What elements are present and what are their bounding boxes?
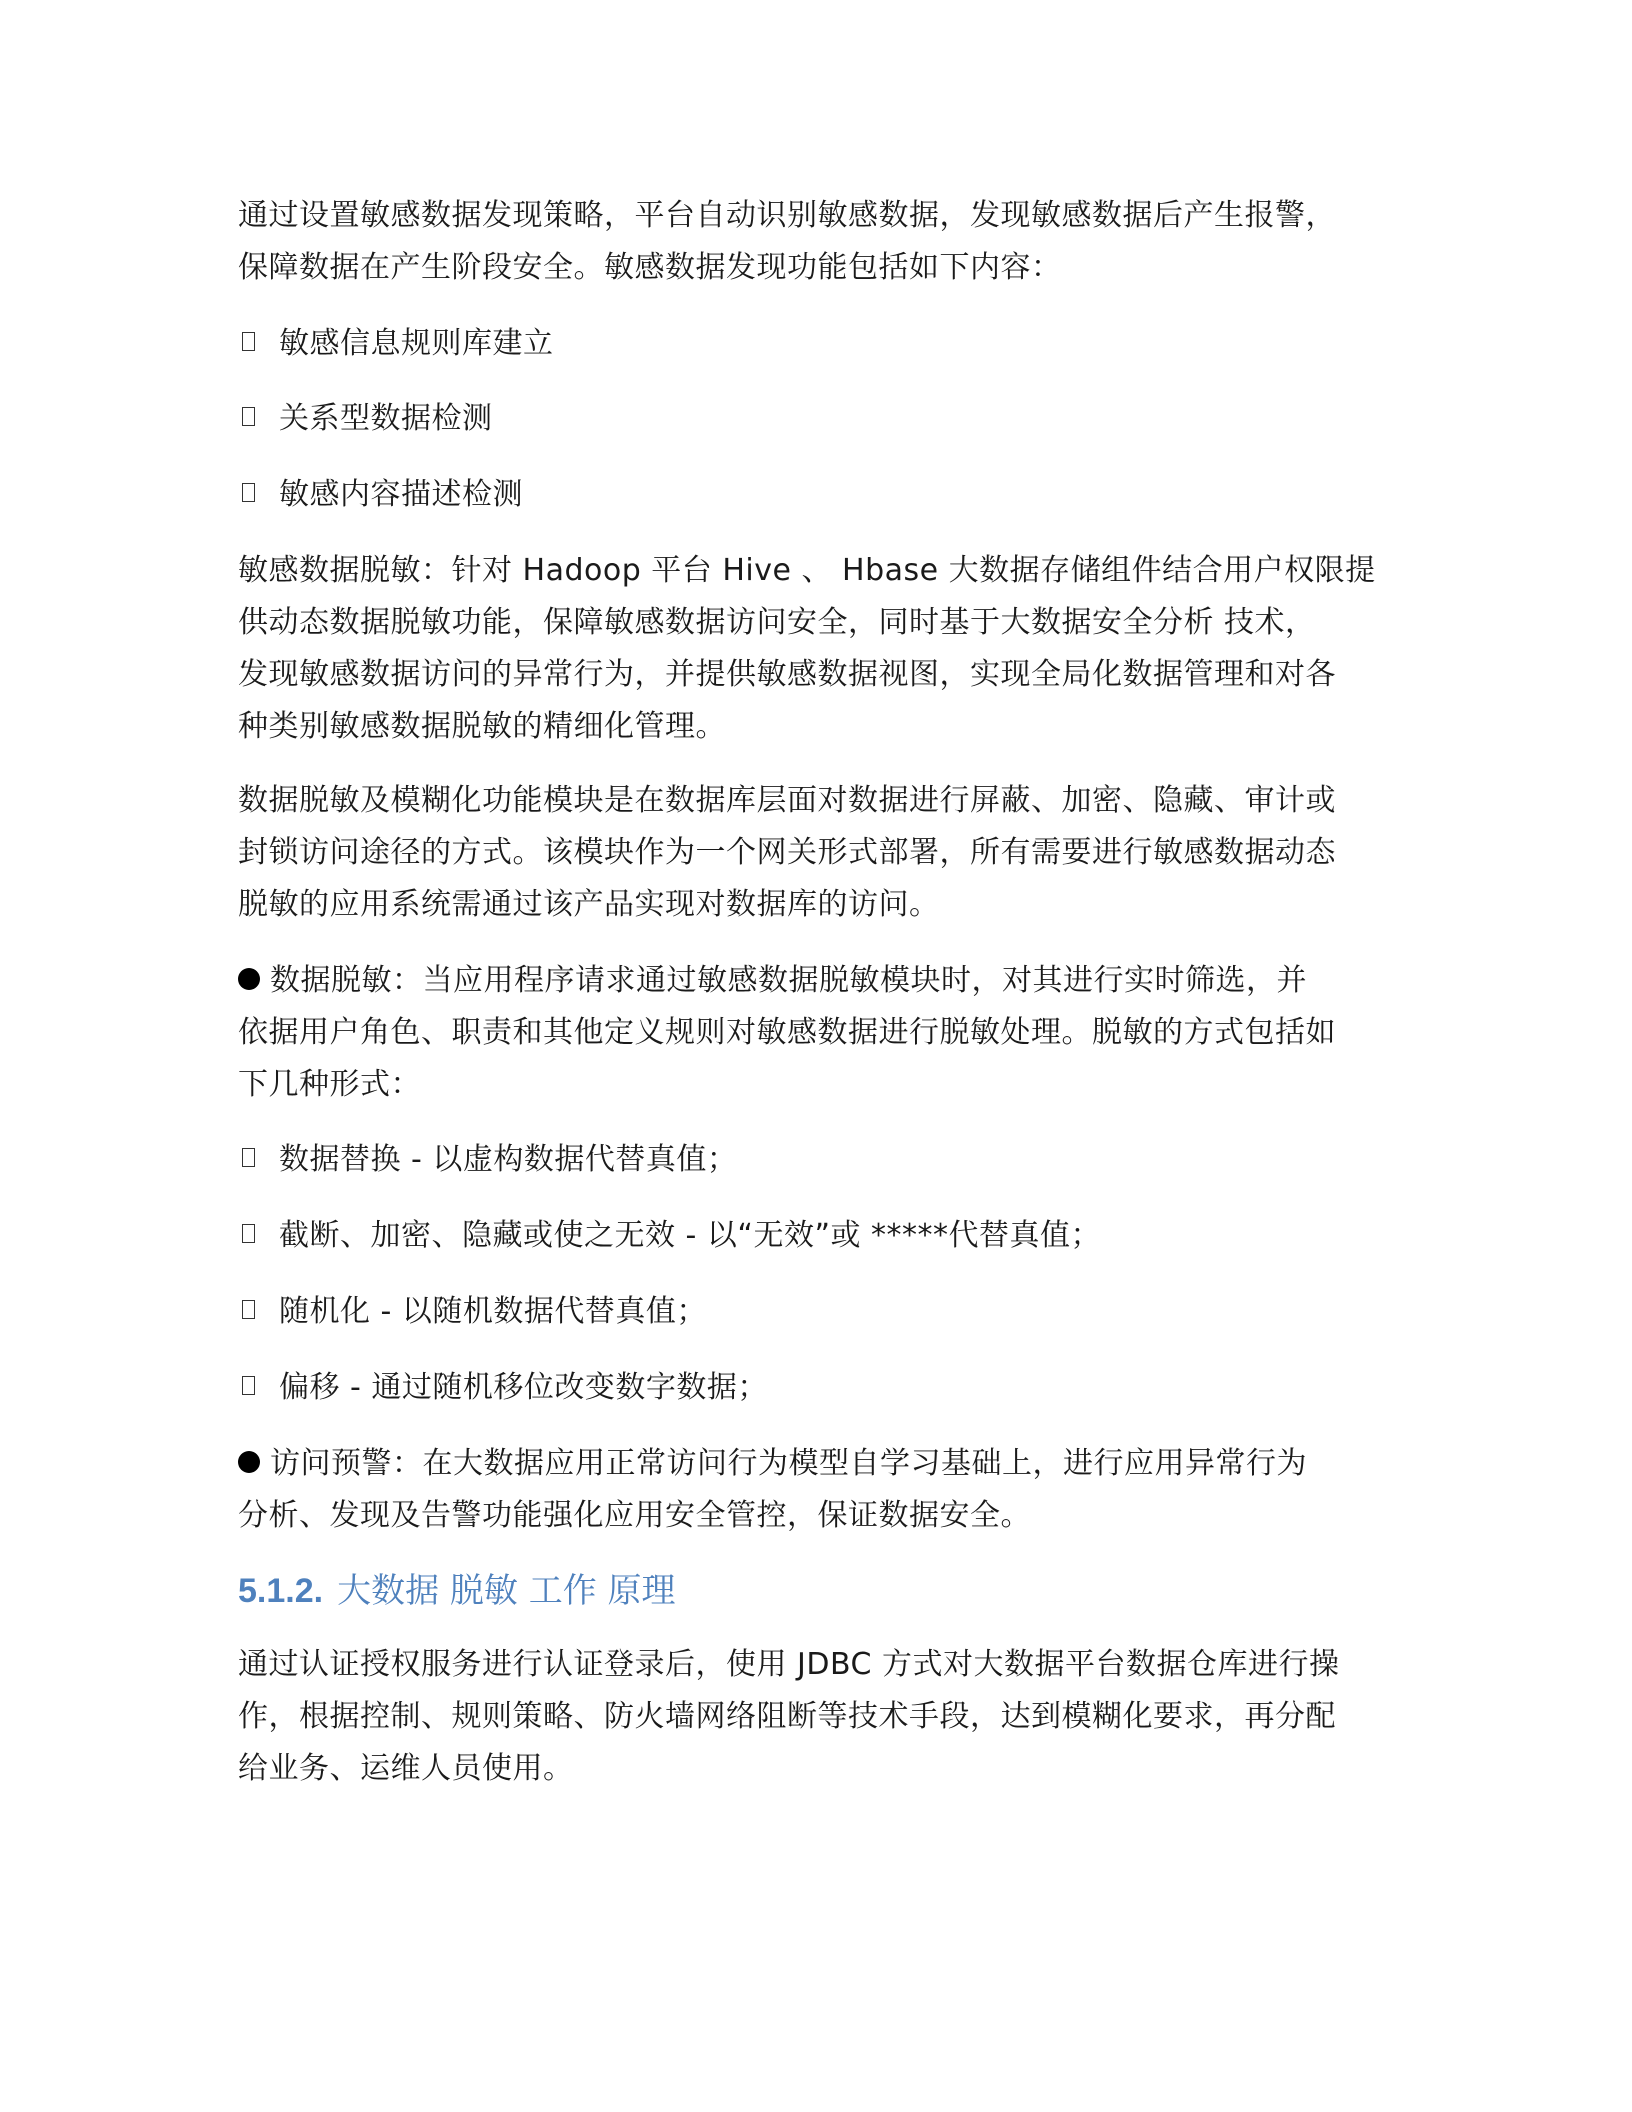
- bullet-text: 访问预警：在大数据应用正常访问行为模型自学习基础上，进行应用异常行为: [270, 1446, 1307, 1481]
- bullet-box-icon: [242, 1300, 255, 1319]
- list-item: [238, 469, 523, 521]
- text-line: 数据脱敏及模糊化功能模块是在数据库层面对数据进行屏蔽、加密、隐藏、审计或: [238, 783, 1336, 818]
- text-line: [238, 955, 1307, 1007]
- text-line: 给业务、运维人员使用。: [238, 1751, 574, 1786]
- bullet-box-icon: [242, 483, 255, 502]
- text-line: 脱敏的应用系统需通过该产品实现对数据库的访问。: [238, 887, 940, 922]
- list-item: [238, 1362, 768, 1414]
- bullet-box-icon: [242, 1224, 255, 1243]
- text-line: 敏感数据脱敏：针对 Hadoop 平台 Hive 、 Hbase 大数据存储组件结合用户权限提: [238, 553, 1376, 588]
- list-item: [238, 1134, 737, 1186]
- text-line: 依据用户角色、职责和其他定义规则对敏感数据进行脱敏处理。脱敏的方式包括如: [238, 1015, 1336, 1050]
- text-line: 封锁访问途径的方式。该模块作为一个网关形式部署，所有需要进行敏感数据动态: [238, 835, 1336, 870]
- list-item: [238, 393, 493, 445]
- text-line: 种类别敏感数据脱敏的精细化管理。: [238, 709, 726, 744]
- bullet-box-icon: [242, 1376, 255, 1395]
- list-item: [238, 1286, 707, 1338]
- bullet-dot-icon: [238, 1451, 260, 1473]
- text-line: 作，根据控制、规则策略、防火墙网络阻断等技术手段，达到模糊化要求，再分配: [238, 1699, 1336, 1734]
- text-line: 供动态数据脱敏功能，保障敏感数据访问安全，同时基于大数据安全分析 技术，: [238, 605, 1316, 640]
- bullet-box-icon: [242, 407, 255, 426]
- list-item-text: 偏移 - 通过随机移位改变数字数据；: [279, 1370, 768, 1405]
- text-line: 发现敏感数据访问的异常行为，并提供敏感数据视图，实现全局化数据管理和对各: [238, 657, 1336, 692]
- bullet-box-icon: [242, 332, 255, 351]
- section-title: 大数据 脱敏 工作 原理: [337, 1571, 676, 1611]
- list-item: [238, 1210, 1101, 1262]
- text-line: [238, 1438, 1307, 1490]
- list-item-text: 数据替换 - 以虚构数据代替真值；: [279, 1142, 738, 1177]
- bullet-dot-icon: [238, 968, 260, 990]
- section-number: 5.1.2.: [238, 1572, 324, 1610]
- list-item: [238, 318, 554, 370]
- text-line: 保障数据在产生阶段安全。敏感数据发现功能包括如下内容：: [238, 250, 1062, 285]
- text-line: 分析、发现及告警功能强化应用安全管控，保证数据安全。: [238, 1498, 1031, 1533]
- list-item-text: 关系型数据检测: [279, 401, 493, 436]
- list-item-text: 随机化 - 以随机数据代替真值；: [279, 1294, 707, 1329]
- text-line: 下几种形式：: [238, 1067, 421, 1102]
- list-item-text: 敏感信息规则库建立: [279, 326, 554, 361]
- text-line: 通过设置敏感数据发现策略，平台自动识别敏感数据，发现敏感数据后产生报警，: [238, 198, 1336, 233]
- section-heading: [238, 1565, 676, 1617]
- text-line: 通过认证授权服务进行认证登录后，使用 JDBC 方式对大数据平台数据仓库进行操: [238, 1647, 1340, 1682]
- bullet-box-icon: [242, 1148, 255, 1167]
- list-item-text: 截断、加密、隐藏或使之无效 - 以“无效”或 *****代替真值；: [279, 1218, 1102, 1253]
- list-item-text: 敏感内容描述检测: [279, 477, 523, 512]
- bullet-text: 数据脱敏：当应用程序请求通过敏感数据脱敏模块时，对其进行实时筛选，并: [270, 963, 1307, 998]
